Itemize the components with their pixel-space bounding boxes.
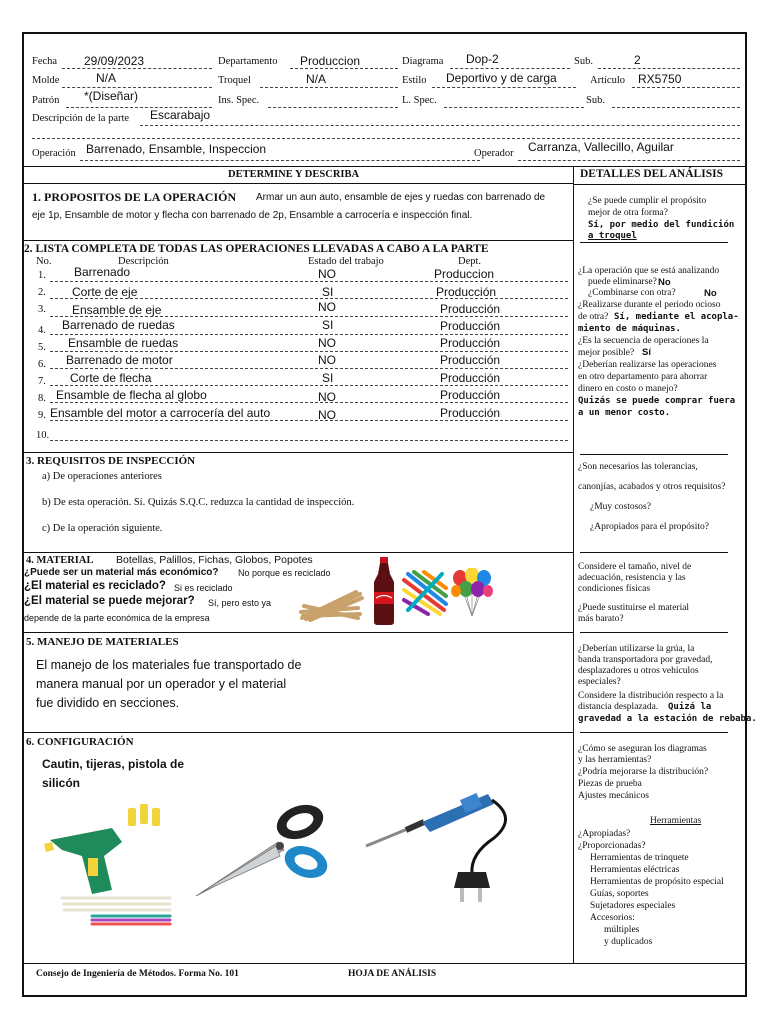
right-answer: Sí, por medio del fundición <box>588 220 735 230</box>
right-answer: Quizá la <box>668 702 712 712</box>
right-text: ¿Apropiados para el propósito? <box>590 522 709 532</box>
row-estado[interactable]: NO <box>318 336 336 350</box>
row-dept[interactable]: Producción <box>440 336 501 350</box>
right-text: ¿Proporcionadas? <box>578 841 646 851</box>
ins-spec-label: Ins. Spec. <box>218 95 260 106</box>
articulo-value[interactable]: RX5750 <box>638 72 682 86</box>
operador-label: Operador <box>474 148 514 159</box>
s6-line2: silicón <box>42 776 81 790</box>
s3-b: b) De esta operación. Sí. Quizás S.Q.C. reduzca la cantidad de inspección. <box>42 497 355 508</box>
right-heading: Herramientas <box>650 816 702 826</box>
molde-value[interactable]: N/A <box>96 71 117 85</box>
row-dept[interactable]: Producción <box>436 285 497 299</box>
estilo-value[interactable]: Deportivo y de carga <box>446 71 557 85</box>
row-no: 9. <box>38 410 46 421</box>
right-text: Herramientas de trinquete <box>590 853 689 863</box>
right-text: de otra? <box>578 312 609 322</box>
row-desc[interactable]: Corte de eje <box>72 285 138 299</box>
row-estado[interactable]: SI <box>322 318 334 332</box>
right-text: y duplicados <box>604 937 653 947</box>
right-answer: Sí <box>642 347 651 358</box>
popsicle-sticks-image <box>298 586 364 622</box>
glue-gun-image <box>42 798 172 928</box>
s2-col-estado: Estado del trabajo <box>308 256 384 267</box>
right-text: ¿Deberían realizarse las operaciones <box>578 360 717 370</box>
right-answer: a troquel <box>588 231 637 241</box>
s4-materials: Botellas, Palillos, Fichas, Globos, Popotes <box>116 554 313 566</box>
right-text: banda transportadora por gravedad, <box>578 655 713 665</box>
s5-line1: El manejo de los materiales fue transportado de <box>36 658 302 672</box>
sub2-label: Sub. <box>586 95 605 106</box>
descripcion-label: Descripción de la parte <box>32 113 130 124</box>
left-column-title: DETERMINE Y DESCRIBA <box>228 169 360 180</box>
right-text: Considere la distribución respecto a la <box>578 691 724 701</box>
departamento-value[interactable]: Produccion <box>300 54 361 68</box>
s2-col-dept: Dept. <box>458 256 482 267</box>
sub-label: Sub. <box>574 56 593 67</box>
s5-line2: manera manual por un operador y el material <box>36 677 287 691</box>
s2-col-desc: Descripción <box>118 256 169 267</box>
row-dept[interactable]: Producción <box>440 388 501 402</box>
row-no: 2. <box>38 287 46 298</box>
s2-title: 2. LISTA COMPLETA DE TODAS LAS OPERACIONES LLEVADAS A CABO A LA PARTE <box>24 243 489 255</box>
right-text: ¿Son necesarios las tolerancias, <box>578 462 698 472</box>
estilo-label: Estilo <box>402 75 427 86</box>
soldering-iron-image <box>362 788 522 908</box>
s4-a2: Si es reciclado <box>174 583 233 593</box>
articulo-label: Artículo <box>590 75 625 86</box>
analysis-sheet <box>22 32 757 997</box>
row-desc[interactable]: Ensamble de flecha al globo <box>56 388 207 402</box>
right-text: ¿Apropiadas? <box>578 829 631 839</box>
right-text: ¿Podría mejorarse la distribución? <box>578 767 709 777</box>
right-text: mejor posible? <box>578 348 635 358</box>
right-text: distancia desplazada. <box>578 702 659 712</box>
row-dept[interactable]: Producción <box>440 319 501 333</box>
s5-title: 5. MANEJO DE MATERIALES <box>26 636 179 648</box>
footer-title: HOJA DE ANÁLISIS <box>348 969 437 979</box>
right-column-title: DETALLES DEL ANÁLISIS <box>580 168 723 180</box>
right-text: múltiples <box>604 925 640 935</box>
right-answer: Sí, mediante el acopla- <box>614 312 739 322</box>
scissors-image <box>192 798 334 902</box>
right-text: puede eliminarse? <box>588 277 657 287</box>
right-answer: gravedad a la estación de rebaba. <box>578 714 757 724</box>
row-estado[interactable]: NO <box>318 408 336 422</box>
right-text: más barato? <box>578 614 624 624</box>
row-desc[interactable]: Barrenado de motor <box>66 353 173 367</box>
row-desc[interactable]: Barrenado de ruedas <box>62 318 175 332</box>
s6-line1: Cautin, tijeras, pistola de <box>42 757 185 771</box>
right-text: ¿Deberían utilizarse la grúa, la <box>578 644 695 654</box>
row-desc[interactable]: Barrenado <box>74 265 131 279</box>
operador-value[interactable]: Carranza, Vallecillo, Aguilar <box>528 140 674 154</box>
diagrama-label: Diagrama <box>402 56 444 67</box>
descripcion-value[interactable]: Escarabajo <box>150 108 211 122</box>
right-text: especiales? <box>578 677 621 687</box>
row-estado[interactable]: NO <box>318 300 336 314</box>
row-dept[interactable]: Producción <box>440 302 501 316</box>
right-answer: a un menor costo. <box>578 408 671 418</box>
right-text: ¿La operación que se está analizando <box>578 266 720 276</box>
s4-a3b: depende de la parte económica de la empresa <box>24 613 210 623</box>
row-estado[interactable]: SI <box>322 371 334 385</box>
row-no: 10. <box>36 430 50 441</box>
row-desc[interactable]: Ensamble de ruedas <box>68 336 179 350</box>
row-no: 4. <box>38 325 46 336</box>
right-text: condiciones físicas <box>578 584 651 594</box>
right-text: Considere el tamaño, nivel de <box>578 562 692 572</box>
s1-text-b: eje 1p, Ensamble de motor y flecha con barrenado de 2p, Ensamble a carrocería e inspección final. <box>32 210 473 221</box>
row-no: 3. <box>38 304 46 315</box>
s3-c: c) De la operación siguiente. <box>42 523 163 534</box>
s4-q1: ¿Puede ser un material más económico? <box>24 567 219 578</box>
right-text: Piezas de prueba <box>578 779 642 789</box>
s1-text-a: Armar un aun auto, ensamble de ejes y ruedas con barrenado de <box>256 192 546 203</box>
right-answer: No <box>658 277 671 288</box>
row-estado[interactable]: SI <box>322 285 334 299</box>
sub-value[interactable]: 2 <box>634 53 641 67</box>
row-estado[interactable]: NO <box>318 267 336 281</box>
s3-a: a) De operaciones anteriores <box>42 471 162 482</box>
right-text: Sujetadores especiales <box>590 901 676 911</box>
row-no: 1. <box>38 270 46 281</box>
right-text: ¿Cómo se aseguran los diagramas <box>578 744 707 754</box>
s4-q2: ¿El material es reciclado? <box>24 580 166 592</box>
row-estado[interactable]: NO <box>318 353 336 367</box>
operacion-label: Operación <box>32 148 76 159</box>
diagrama-value[interactable]: Dop-2 <box>466 52 499 66</box>
right-text: adecuación, resistencia y las <box>578 573 686 583</box>
s4-title: 4. MATERIAL <box>26 555 94 566</box>
right-text: mejor de otra forma? <box>588 208 668 218</box>
fecha-label: Fecha <box>32 56 58 67</box>
row-desc[interactable]: Ensamble de eje <box>72 303 162 317</box>
right-text: Guías, soportes <box>590 889 649 899</box>
straws-image <box>402 570 448 616</box>
fecha-value[interactable]: 29/09/2023 <box>84 54 145 68</box>
s3-title: 3. REQUISITOS DE INSPECCIÓN <box>26 455 196 467</box>
right-text: desplazadores u otros vehículos <box>578 666 699 676</box>
troquel-label: Troquel <box>218 75 251 86</box>
row-no: 8. <box>38 393 46 404</box>
right-text: y las herramientas? <box>578 755 652 765</box>
right-text: ¿Se puede cumplir el propósito <box>588 196 707 206</box>
l-spec-label: L. Spec. <box>402 95 437 106</box>
right-text: Herramientas eléctricas <box>590 865 680 875</box>
s2-col-no: No. <box>36 256 52 267</box>
s6-title: 6. CONFIGURACIÓN <box>26 736 134 748</box>
right-text: ¿Es la secuencia de operaciones la <box>578 336 709 346</box>
row-no: 6. <box>38 359 46 370</box>
s5-line3: fue dividido en secciones. <box>36 696 180 710</box>
balloons-image <box>450 568 494 618</box>
right-text: dinero en costo o manejo? <box>578 384 678 394</box>
right-answer: miento de máquinas. <box>578 324 681 334</box>
row-dept[interactable]: Producción <box>440 406 501 420</box>
right-answer: No <box>704 288 717 299</box>
row-no: 7. <box>38 376 46 387</box>
operacion-value[interactable]: Barrenado, Ensamble, Inspeccion <box>86 142 267 156</box>
right-text: canonjías, acabados y otros requisitos? <box>578 482 726 492</box>
right-text: ¿Combinarse con otra? <box>588 288 676 298</box>
troquel-value[interactable]: N/A <box>306 72 327 86</box>
s4-a1: No porque es reciclado <box>238 568 331 578</box>
right-text: ¿Realizarse durante el periodo ocioso <box>578 300 721 310</box>
right-text: ¿Muy costosos? <box>590 502 651 512</box>
right-text: ¿Puede sustituirse el material <box>578 603 690 613</box>
row-estado[interactable]: NO <box>318 390 336 404</box>
right-answer: Quizás se puede comprar fuera <box>578 396 736 406</box>
footer-form: Consejo de Ingeniería de Métodos. Forma No. 101 <box>36 969 239 979</box>
row-desc[interactable]: Ensamble del motor a carrocería del auto <box>50 406 271 420</box>
row-dept[interactable]: Producción <box>440 371 501 385</box>
patron-value[interactable]: *(Diseñar) <box>84 89 139 103</box>
s4-q3: ¿El material se puede mejorar? <box>24 595 195 607</box>
patron-label: Patrón <box>32 95 60 106</box>
row-dept[interactable]: Producción <box>440 353 501 367</box>
soda-bottle-image <box>370 556 398 626</box>
row-desc[interactable]: Corte de flecha <box>70 371 152 385</box>
right-text: Accesorios: <box>590 913 635 923</box>
row-dept[interactable]: Produccion <box>434 267 495 281</box>
row-no: 5. <box>38 342 46 353</box>
s4-a3: Sí, pero esto ya <box>208 598 272 608</box>
right-text: Herramientas de propósito especial <box>590 877 724 887</box>
departamento-label: Departamento <box>218 56 278 67</box>
right-text: Ajustes mecánicos <box>578 791 649 801</box>
molde-label: Molde <box>32 75 60 86</box>
s1-title: 1. PROPOSITOS DE LA OPERACIÓN <box>32 190 237 204</box>
right-text: en otro departamento para ahorrar <box>578 372 708 382</box>
